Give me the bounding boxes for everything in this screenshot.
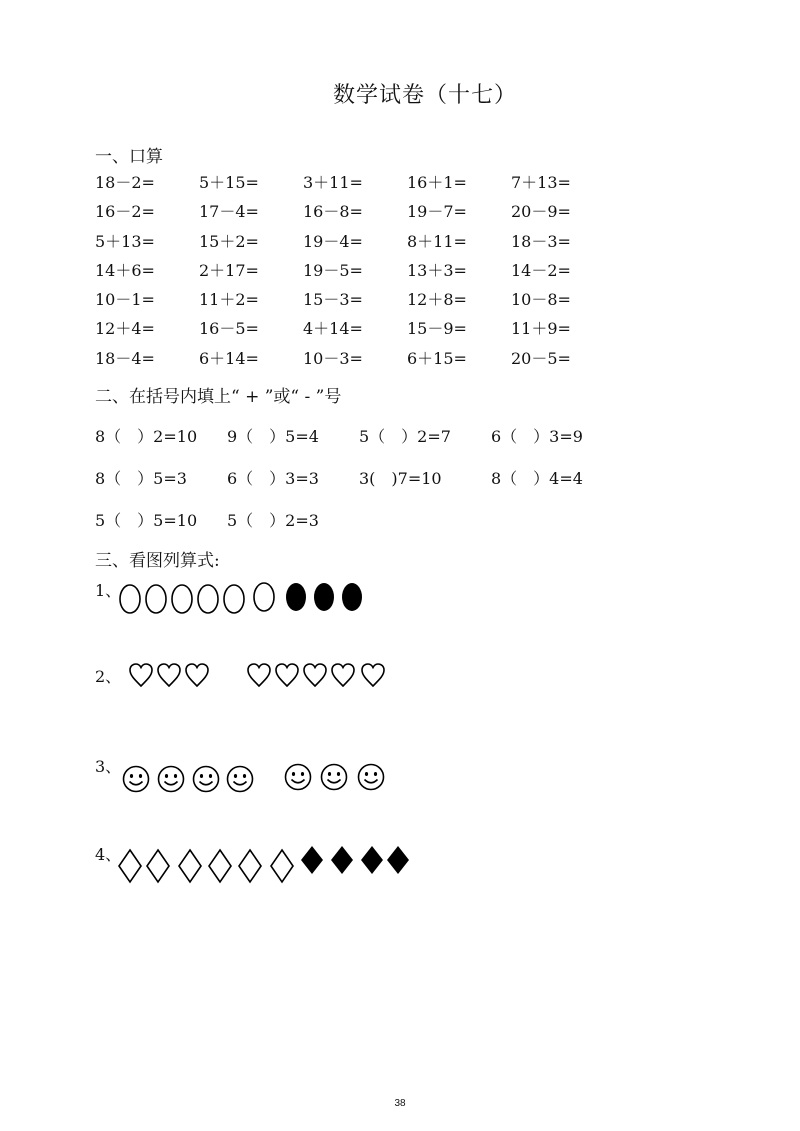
calc-problem: 16－8= [303,202,363,222]
fill-problem: 8（ ）4=4 [491,469,583,488]
calc-problem: 7＋13= [511,173,571,192]
oral-calc-grid [95,172,615,377]
calc-problem: 19－4= [303,231,363,251]
calc-problem: 6＋15= [407,348,467,368]
calc-problem: 15－3= [303,290,363,310]
heart-group-icon [128,662,398,688]
fill-problem: 5（ ）2=3 [227,511,319,530]
calc-problem: 16＋1= [407,173,467,192]
calc-problem: 19－5= [303,260,363,280]
fill-row [95,424,623,447]
oval-group-icon [118,582,378,616]
fill-problem: 5（ ）2=7 [359,427,451,446]
page-title: 数学试卷（十七） [332,83,517,108]
figure-row-diamonds [118,842,418,884]
fill-problem: 6（ ）3=9 [491,427,583,446]
calc-problem: 14＋6= [95,260,155,280]
calc-problem: 18－4= [95,348,155,368]
fill-problem: 5（ ）5=10 [95,511,198,530]
figure-row-ovals [118,582,378,616]
calc-problem: 4＋14= [303,319,363,339]
fill-row [95,508,359,531]
calc-problem: 6＋14= [199,348,259,368]
calc-problem: 18－3= [511,231,571,251]
calc-problem: 2＋17= [199,260,259,280]
section1-heading: 一、口算 [95,147,163,167]
diamond-group-icon [118,842,418,884]
section3-heading: 三、看图列算式: [95,551,220,571]
figure-label: 1、 [95,581,122,600]
smiley-group-icon [120,762,400,794]
fill-problem: 8（ ）2=10 [95,427,198,446]
fill-row [95,466,623,489]
fill-problem: 6（ ）3=3 [227,469,319,488]
section2-heading: 二、在括号内填上“ + ”或“ - ”号 [95,387,342,407]
calc-problem: 10－3= [303,348,363,368]
calc-problem: 16－5= [199,319,259,339]
calc-problem: 12＋8= [407,290,467,310]
calc-problem: 13＋3= [407,260,467,280]
calc-problem: 3＋11= [303,173,363,192]
calc-problem: 17－4= [199,202,259,222]
calc-problem: 10－8= [511,290,571,310]
figure-label: 4、 [95,845,122,864]
figure-label: 3、 [95,757,122,776]
calc-problem: 18－2= [95,173,155,192]
calc-problem: 15－9= [407,319,467,339]
figure-label: 2、 [95,667,122,686]
calc-problem: 15＋2= [199,231,259,251]
page-number: 38 [394,1098,406,1109]
fill-problem: 8（ ）5=3 [95,469,187,488]
calc-problem: 5＋15= [199,173,259,192]
calc-problem: 16－2= [95,202,155,222]
calc-problem: 11＋2= [199,290,259,310]
figure-row-smileys [120,762,400,794]
figure-row-hearts [128,662,398,688]
calc-problem: 5＋13= [95,231,155,251]
calc-problem: 19－7= [407,202,467,222]
calc-problem: 8＋11= [407,231,467,251]
calc-problem: 20－5= [511,348,571,368]
fill-problem: 9（ ）5=4 [227,427,319,446]
fill-problem: 3( )7=10 [359,469,442,488]
calc-problem: 20－9= [511,202,571,222]
calc-problem: 10－1= [95,290,155,310]
calc-problem: 12＋4= [95,319,155,339]
calc-problem: 14－2= [511,260,571,280]
calc-problem: 11＋9= [511,319,571,339]
